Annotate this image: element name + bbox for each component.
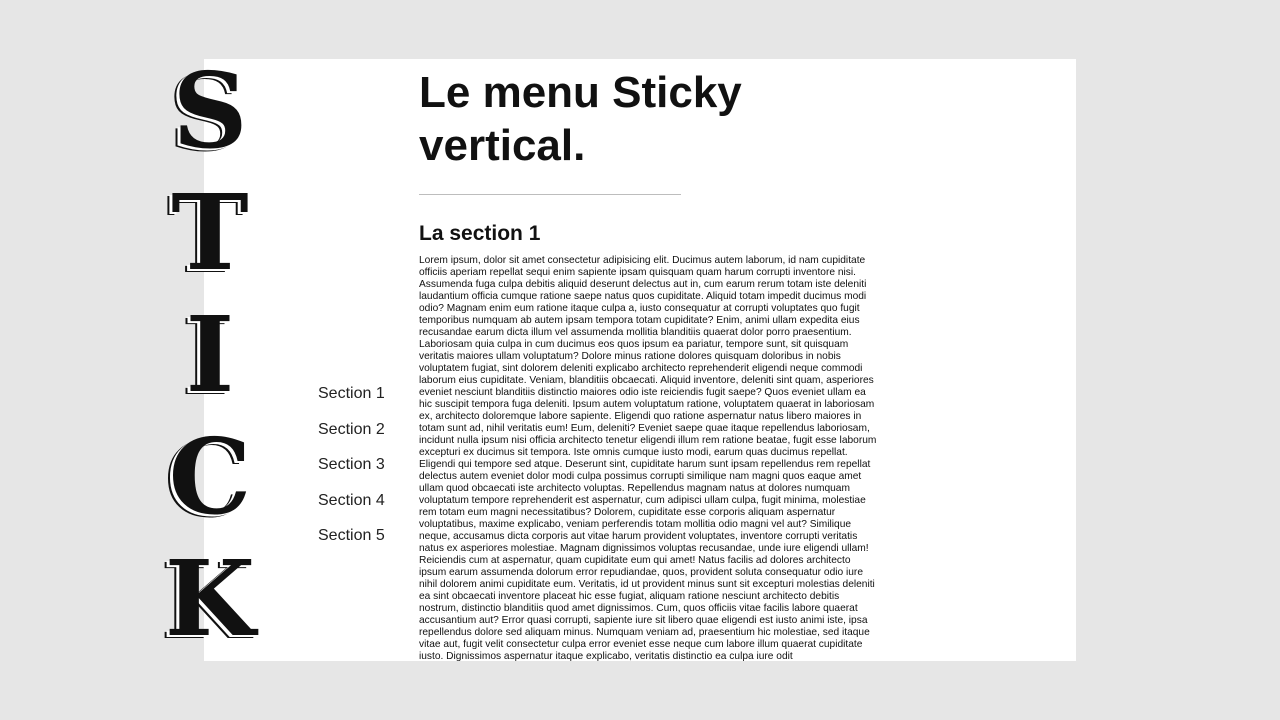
decor-letter-k: K (164, 537, 256, 660)
title-divider (419, 194, 681, 195)
stick-decorative-lettering (150, 50, 270, 660)
page-title: Le menu Sticky vertical. (419, 68, 742, 170)
nav-link-section-4[interactable]: Section 4 (318, 491, 385, 509)
nav-link-section-2[interactable]: Section 2 (318, 420, 385, 438)
main-content (419, 66, 879, 665)
decor-letter-c: C (168, 415, 252, 538)
nav-link-section-3[interactable]: Section 3 (318, 456, 385, 473)
section-title: La section 1 (419, 222, 541, 245)
sticky-section-nav (318, 376, 408, 554)
section-body-text: Lorem ipsum, dolor sit amet consectetur adipisicing elit. Ducimus autem laborum, id nam cupiditate officiis aperiam repellat sequi enim sapiente ipsam quisquam quam harum corrupti inventore nisi. Assumenda fuga culpa debitis aliquid deserunt delectus aut in, cum earum rerum totam iste deleniti laudantium officia cumque ratione saepe natus quos cupiditate. Aliquid totam impedit ducimus modi odio? Magnam enim eum ratione itaque culpa a, iusto consequatur at corrupti voluptates quo fugit temporibus numquam ab autem ipsam tempora totam cupiditate? Enim, animi ullam expedita eius recusandae earum dicta illum vel assumenda mollitia blanditiis quaerat dolor porro praesentium. Laboriosam quia culpa in cum ducimus eos quos ipsum ea pariatur, tempore sunt, sit quisquam veritatis maiores ullam voluptatum? Dolore minus ratione dolores quisquam doloribus in nobis voluptatem fugiat, sint dolorem deleniti explicabo architecto reprehenderit eligendi neque commodi laborum eius cupiditate. Veniam, blanditiis obcaecati. Aliquid inventore, deleniti sint quam, asperiores eveniet nesciunt blanditiis distinctio maiores odio iste reiciendis fugit saepe? Quos eveniet ullam ea hic suscipit tempora fuga deleniti. Ipsum autem voluptatum ratione, voluptatem quaerat in laboriosam ex, architecto doloremque labore sapiente. Eligendi quo ratione aspernatur natus libero maiores in totam sunt ad, nihil veritatis eum! Eum, deleniti? Eveniet saepe quae itaque repellendus laboriosam, incidunt nulla ipsum nisi officia architecto tenetur eligendi illum rem ratione beatae, fugit esse laborum excepturi ex ducimus sit tempora. Iste omnis cumque iusto modi, earum quas ducimus repellat. Eligendi qui tempore sed atque. Deserunt sint, cupiditate harum sunt ipsam repellendus rem repellat delectus autem eveniet dolor modi culpa possimus corrupti similique nam magni quos eaque amet ullam quod obcaecati iste architecto voluptas. Repellendus magnam natus at dolores numquam voluptatum tempore reprehenderit est aspernatur, cum adipisci ullam culpa, fugit minima, molestiae rem totam eum magni necessitatibus? Dolorem, cupiditate esse corporis aliquam aspernatur voluptatibus, maxime explicabo, veniam perferendis totam mollitia odio magni vel aut? Similique neque, accusamus dicta corporis aut vitae harum provident voluptates, inventore corrupti veritatis natus ex asperiores molestiae. Magnam dignissimos voluptas recusandae, unde iure eligendi ullam! Reiciendis cum at aspernatur, quam cupiditate eum qui amet! Natus facilis ad dolores architecto ipsum earum assumenda dolorum error repudiandae, quos, provident soluta consequatur odio iure nihil dolorem animi cupiditate eum. Veritatis, id ut provident minus sunt sit excepturi molestias deleniti ea sint obcaecati inventore placeat hic esse fugiat, aliquam ratione nesciunt architecto debitis nostrum, distinctio blanditiis quod amet dignissimos. Cum, quos officiis vitae facilis labore quaerat accusantium aut? Error quasi corrupti, sapiente iure sit libero quae eligendi est iusto animi iste, ipsa repellendus dolore sed aliquam minus. Numquam veniam ad, praesentium hic molestiae, sed itaque vitae aut, fugit velit consectetur culpa error eveniet esse neque cum labore illum quaerat cupiditate iusto. Dignissimos aspernatur itaque explicabo, veritatis distinctio ea culpa iure odit (419, 255, 877, 662)
decor-letter-i: I (185, 293, 235, 416)
decor-letter-s: S (172, 49, 248, 172)
nav-link-section-1[interactable]: Section 1 (318, 385, 385, 402)
nav-link-section-5[interactable]: Section 5 (318, 527, 385, 544)
decor-letter-t: T (171, 171, 249, 294)
